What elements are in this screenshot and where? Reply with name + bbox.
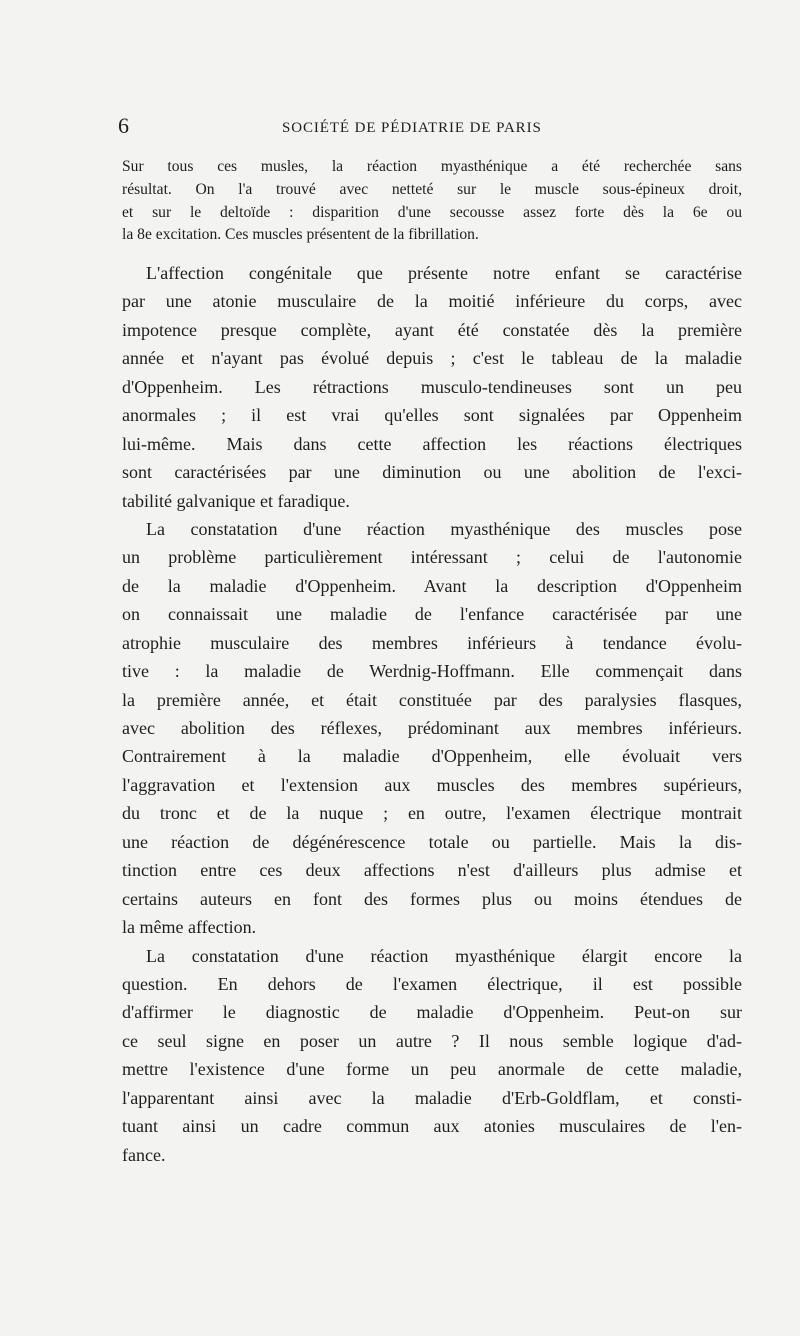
- text-line: L'affection congénitale que présente notre enfant se caractérise: [146, 263, 742, 283]
- text-line: la première année, et était constituée par des paralysies flasques,: [122, 689, 742, 710]
- text-line: on connaissait une maladie de l'enfance caractérisée par une: [122, 604, 742, 625]
- text-line: tabilité galvanique et faradique.: [122, 490, 350, 511]
- text-line: une réaction de dégénérescence totale ou partielle. Mais la dis-: [122, 831, 742, 852]
- text-line: La constatation d'une réaction myasthénique des muscles pose: [146, 518, 742, 539]
- text-line: mettre l'existence d'une forme un peu anormale de cette maladie,: [122, 1059, 742, 1080]
- text-line: Contrairement à la maladie d'Oppenheim, elle évoluait vers: [122, 746, 742, 767]
- text-line: l'aggravation et l'extension aux muscles des membres supérieurs,: [122, 774, 742, 795]
- text-line: tive : la maladie de Werdnig-Hoffmann. Elle commençait dans: [122, 661, 742, 682]
- running-title: SOCIÉTÉ DE PÉDIATRIE DE PARIS: [282, 120, 542, 136]
- text-line: la même affection.: [122, 917, 257, 938]
- text-line: sont caractérisées par une diminution ou une abolition de l'exci-: [122, 462, 742, 483]
- text-line: certains auteurs en font des formes plus ou moins étendues de: [122, 888, 742, 909]
- text-line: ce seul signe en poser un autre ? Il nous semble logique d'ad-: [122, 1030, 742, 1051]
- text-line: Sur tous ces musles, la réaction myasthénique a été recherchée sans: [122, 158, 742, 175]
- text-line: par une atonie musculaire de la moitié inférieure du corps, avec: [122, 291, 742, 312]
- text-line: fance.: [122, 1144, 166, 1165]
- text-line: année et n'ayant pas évolué depuis ; c'est le tableau de la maladie: [122, 348, 742, 369]
- text-line: du tronc et de la nuque ; en outre, l'examen électrique montrait: [122, 803, 742, 824]
- text-line: lui-même. Mais dans cette affection les réactions électriques: [122, 433, 742, 454]
- text-line: La constatation d'une réaction myasthénique élargit encore la: [146, 945, 742, 966]
- text-line: résultat. On l'a trouvé avec netteté sur le muscle sous-épineux droit,: [122, 180, 742, 198]
- text-line: impotence presque complète, ayant été constatée dès la première: [122, 319, 742, 340]
- text-line: d'affirmer le diagnostic de maladie d'Oppenheim. Peut-on sur: [122, 1002, 742, 1023]
- text-line: un problème particulièrement intéressant ; celui de l'autonomie: [122, 547, 742, 568]
- text-line: l'apparentant ainsi avec la maladie d'Erb-Goldflam, et consti-: [122, 1087, 742, 1108]
- page-number: 6: [118, 113, 129, 138]
- paragraph-4: [122, 942, 742, 1170]
- text-line: tinction entre ces deux affections n'est d'ailleurs plus admise et: [122, 860, 742, 881]
- text-line: tuant ainsi un cadre commun aux atonies musculaires de l'en-: [122, 1116, 742, 1137]
- paragraph-1: [122, 156, 742, 247]
- text-line: anormales ; il est vrai qu'elles sont signalées par Oppenheim: [122, 405, 742, 426]
- text-line: atrophie musculaire des membres inférieurs à tendance évolu-: [122, 632, 742, 653]
- text-line: la 8e excitation. Ces muscles présentent de la fibrillation.: [122, 226, 479, 244]
- text-line: question. En dehors de l'examen électrique, il est possible: [122, 973, 742, 994]
- text-line: de la maladie d'Oppenheim. Avant la description d'Oppenheim: [122, 575, 742, 596]
- paragraph-2: [122, 259, 742, 515]
- text-line: et sur le deltoïde : disparition d'une secousse assez forte dès la 6e ou: [122, 203, 742, 221]
- text-line: d'Oppenheim. Les rétractions musculo-tendineuses sont un peu: [122, 376, 742, 397]
- paragraph-3: [122, 515, 742, 942]
- text-line: avec abolition des réflexes, prédominant aux membres inférieurs.: [122, 718, 742, 738]
- body-text: [122, 259, 742, 1169]
